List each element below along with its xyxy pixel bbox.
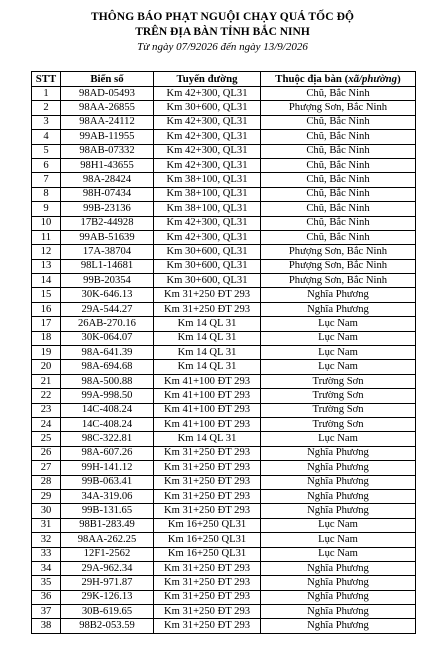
cell-plate: 98AA-262.25 — [61, 533, 154, 547]
cell-area: Lục Nam — [261, 360, 416, 374]
document-subtitle: TRÊN ĐỊA BÀN TỈNH BẮC NINH — [135, 26, 310, 38]
cell-area: Chũ, Bắc Ninh — [261, 115, 416, 129]
cell-area: Trường Sơn — [261, 403, 416, 417]
cell-area: Nghĩa Phương — [261, 561, 416, 575]
table-row — [32, 202, 416, 216]
table-row — [32, 259, 416, 273]
header-area-prefix: Thuộc địa bàn ( — [275, 73, 349, 85]
cell-area: Phượng Sơn, Bắc Ninh — [261, 259, 416, 273]
table-row — [32, 432, 416, 446]
table-row — [32, 115, 416, 129]
cell-route: Km 14 QL 31 — [154, 432, 261, 446]
cell-plate: 98B1-283.49 — [61, 518, 154, 532]
cell-route: Km 30+600, QL31 — [154, 101, 261, 115]
cell-plate: 30K-064.07 — [61, 331, 154, 345]
cell-stt: 13 — [32, 259, 61, 273]
table-row — [32, 360, 416, 374]
cell-route: Km 31+250 ĐT 293 — [154, 302, 261, 316]
cell-area: Lục Nam — [261, 547, 416, 561]
cell-stt: 24 — [32, 417, 61, 431]
table-row — [32, 173, 416, 187]
table-row — [32, 533, 416, 547]
cell-stt: 4 — [32, 130, 61, 144]
cell-stt: 29 — [32, 489, 61, 503]
cell-plate: 14C-408.24 — [61, 403, 154, 417]
cell-plate: 30B-619.65 — [61, 605, 154, 619]
cell-route: Km 16+250 QL31 — [154, 547, 261, 561]
cell-route: Km 31+250 ĐT 293 — [154, 590, 261, 604]
cell-plate: 98C-322.81 — [61, 432, 154, 446]
cell-area: Nghĩa Phương — [261, 576, 416, 590]
cell-stt: 18 — [32, 331, 61, 345]
cell-stt: 26 — [32, 446, 61, 460]
cell-area: Chũ, Bắc Ninh — [261, 87, 416, 101]
cell-plate: 98H1-43655 — [61, 158, 154, 172]
cell-plate: 98A-641.39 — [61, 346, 154, 360]
cell-stt: 12 — [32, 245, 61, 259]
table-header — [32, 72, 416, 87]
cell-stt: 8 — [32, 187, 61, 201]
table-row — [32, 101, 416, 115]
cell-route: Km 41+100 ĐT 293 — [154, 374, 261, 388]
cell-plate: 99A-998.50 — [61, 389, 154, 403]
table-row — [32, 475, 416, 489]
table-row — [32, 274, 416, 288]
table-row — [32, 446, 416, 460]
cell-route: Km 14 QL 31 — [154, 317, 261, 331]
cell-plate: 99B-20354 — [61, 274, 154, 288]
cell-plate: 99B-131.65 — [61, 504, 154, 518]
cell-route: Km 31+250 ĐT 293 — [154, 461, 261, 475]
table-row — [32, 87, 416, 101]
header-route: Tuyến đường — [154, 72, 261, 87]
cell-plate: 98A-500.88 — [61, 374, 154, 388]
cell-plate: 17B2-44928 — [61, 216, 154, 230]
cell-area: Chũ, Bắc Ninh — [261, 187, 416, 201]
cell-stt: 38 — [32, 619, 61, 633]
cell-route: Km 42+300, QL31 — [154, 130, 261, 144]
table-row — [32, 518, 416, 532]
table-row — [32, 230, 416, 244]
table-row — [32, 374, 416, 388]
table-row — [32, 144, 416, 158]
cell-route: Km 38+100, QL31 — [154, 173, 261, 187]
cell-route: Km 38+100, QL31 — [154, 202, 261, 216]
table-row — [32, 187, 416, 201]
cell-stt: 20 — [32, 360, 61, 374]
cell-stt: 16 — [32, 302, 61, 316]
cell-area: Lục Nam — [261, 432, 416, 446]
cell-plate: 17A-38704 — [61, 245, 154, 259]
cell-stt: 33 — [32, 547, 61, 561]
date-range: Từ ngày 07/92026 đến ngày 13/9/2026 — [137, 41, 308, 53]
cell-stt: 30 — [32, 504, 61, 518]
cell-plate: 98AB-07332 — [61, 144, 154, 158]
cell-route: Km 42+300, QL31 — [154, 230, 261, 244]
cell-route: Km 30+600, QL31 — [154, 274, 261, 288]
cell-route: Km 41+100 ĐT 293 — [154, 403, 261, 417]
table-row — [32, 417, 416, 431]
cell-area: Nghĩa Phương — [261, 605, 416, 619]
header-area — [261, 72, 416, 87]
header-plate: Biển số — [61, 72, 154, 87]
cell-stt: 31 — [32, 518, 61, 532]
cell-route: Km 42+300, QL31 — [154, 158, 261, 172]
table-row — [32, 403, 416, 417]
table-row — [32, 561, 416, 575]
cell-plate: 98A-607.26 — [61, 446, 154, 460]
table-body — [32, 87, 416, 634]
cell-plate: 99B-063.41 — [61, 475, 154, 489]
cell-area: Chũ, Bắc Ninh — [261, 202, 416, 216]
cell-route: Km 31+250 ĐT 293 — [154, 475, 261, 489]
cell-route: Km 14 QL 31 — [154, 360, 261, 374]
cell-area: Chũ, Bắc Ninh — [261, 216, 416, 230]
cell-plate: 98AA-24112 — [61, 115, 154, 129]
cell-plate: 29K-126.13 — [61, 590, 154, 604]
header-row — [32, 72, 416, 87]
cell-stt: 34 — [32, 561, 61, 575]
cell-stt: 23 — [32, 403, 61, 417]
cell-area: Chũ, Bắc Ninh — [261, 144, 416, 158]
cell-stt: 19 — [32, 346, 61, 360]
cell-plate: 98AD-05493 — [61, 87, 154, 101]
cell-area: Nghĩa Phương — [261, 504, 416, 518]
cell-plate: 29A-544.27 — [61, 302, 154, 316]
cell-area: Nghĩa Phương — [261, 590, 416, 604]
cell-area: Phượng Sơn, Bắc Ninh — [261, 101, 416, 115]
cell-stt: 9 — [32, 202, 61, 216]
table-row — [32, 547, 416, 561]
table-row — [32, 605, 416, 619]
cell-stt: 21 — [32, 374, 61, 388]
cell-route: Km 16+250 QL31 — [154, 518, 261, 532]
cell-area: Chũ, Bắc Ninh — [261, 173, 416, 187]
cell-plate: 30K-646.13 — [61, 288, 154, 302]
cell-plate: 34A-319.06 — [61, 489, 154, 503]
cell-area: Nghĩa Phương — [261, 619, 416, 633]
cell-area: Lục Nam — [261, 331, 416, 345]
cell-area: Phượng Sơn, Bắc Ninh — [261, 245, 416, 259]
cell-area: Trường Sơn — [261, 374, 416, 388]
header-area-suffix: ) — [397, 73, 401, 85]
table-row — [32, 619, 416, 633]
document-title: THÔNG BÁO PHẠT NGUỘI CHẠY QUÁ TỐC ĐỘ — [90, 11, 355, 23]
cell-route: Km 41+100 ĐT 293 — [154, 389, 261, 403]
cell-route: Km 41+100 ĐT 293 — [154, 417, 261, 431]
cell-area: Nghĩa Phương — [261, 288, 416, 302]
cell-area: Lục Nam — [261, 518, 416, 532]
cell-area: Nghĩa Phương — [261, 446, 416, 460]
cell-area: Nghĩa Phương — [261, 475, 416, 489]
table-row — [32, 130, 416, 144]
cell-stt: 2 — [32, 101, 61, 115]
table-row — [32, 504, 416, 518]
table-row — [32, 346, 416, 360]
table-row — [32, 302, 416, 316]
cell-area: Chũ, Bắc Ninh — [261, 158, 416, 172]
cell-area: Lục Nam — [261, 317, 416, 331]
cell-plate: 98A-694.68 — [61, 360, 154, 374]
cell-route: Km 14 QL 31 — [154, 331, 261, 345]
header-stt: STT — [32, 72, 61, 87]
cell-area: Lục Nam — [261, 346, 416, 360]
cell-route: Km 31+250 ĐT 293 — [154, 489, 261, 503]
cell-route: Km 31+250 ĐT 293 — [154, 504, 261, 518]
cell-route: Km 16+250 QL31 — [154, 533, 261, 547]
table-row — [32, 158, 416, 172]
cell-plate: 99AB-11955 — [61, 130, 154, 144]
cell-area: Trường Sơn — [261, 417, 416, 431]
cell-stt: 6 — [32, 158, 61, 172]
cell-stt: 10 — [32, 216, 61, 230]
cell-plate: 99AB-51639 — [61, 230, 154, 244]
cell-stt: 1 — [32, 87, 61, 101]
cell-stt: 28 — [32, 475, 61, 489]
cell-area: Trường Sơn — [261, 389, 416, 403]
cell-plate: 12F1-2562 — [61, 547, 154, 561]
cell-area: Nghĩa Phương — [261, 489, 416, 503]
cell-stt: 35 — [32, 576, 61, 590]
cell-route: Km 38+100, QL31 — [154, 187, 261, 201]
violations-table — [31, 71, 416, 634]
table-row — [32, 216, 416, 230]
cell-area: Lục Nam — [261, 533, 416, 547]
cell-plate: 99H-141.12 — [61, 461, 154, 475]
cell-route: Km 31+250 ĐT 293 — [154, 619, 261, 633]
table-row — [32, 331, 416, 345]
cell-route: Km 42+300, QL31 — [154, 87, 261, 101]
cell-stt: 37 — [32, 605, 61, 619]
cell-plate: 98L1-14681 — [61, 259, 154, 273]
cell-plate: 98AA-26855 — [61, 101, 154, 115]
cell-area: Phượng Sơn, Bắc Ninh — [261, 274, 416, 288]
table-row — [32, 576, 416, 590]
table-row — [32, 317, 416, 331]
cell-stt: 27 — [32, 461, 61, 475]
table-row — [32, 288, 416, 302]
cell-route: Km 31+250 ĐT 293 — [154, 446, 261, 460]
cell-plate: 98A-28424 — [61, 173, 154, 187]
cell-route: Km 42+300, QL31 — [154, 115, 261, 129]
cell-stt: 7 — [32, 173, 61, 187]
cell-stt: 15 — [32, 288, 61, 302]
cell-route: Km 14 QL 31 — [154, 346, 261, 360]
cell-route: Km 31+250 ĐT 293 — [154, 576, 261, 590]
cell-route: Km 30+600, QL31 — [154, 259, 261, 273]
cell-route: Km 42+300, QL31 — [154, 216, 261, 230]
cell-stt: 22 — [32, 389, 61, 403]
table-row — [32, 389, 416, 403]
cell-area: Chũ, Bắc Ninh — [261, 230, 416, 244]
table-row — [32, 489, 416, 503]
cell-stt: 11 — [32, 230, 61, 244]
cell-area: Nghĩa Phương — [261, 302, 416, 316]
cell-stt: 17 — [32, 317, 61, 331]
cell-route: Km 31+250 ĐT 293 — [154, 288, 261, 302]
cell-stt: 14 — [32, 274, 61, 288]
cell-area: Chũ, Bắc Ninh — [261, 130, 416, 144]
cell-plate: 29A-962.34 — [61, 561, 154, 575]
cell-plate: 14C-408.24 — [61, 417, 154, 431]
cell-stt: 25 — [32, 432, 61, 446]
cell-plate: 26AB-270.16 — [61, 317, 154, 331]
cell-plate: 98B2-053.59 — [61, 619, 154, 633]
header-area-italic: xã/phường — [348, 73, 398, 85]
cell-route: Km 42+300, QL31 — [154, 144, 261, 158]
cell-stt: 5 — [32, 144, 61, 158]
cell-stt: 36 — [32, 590, 61, 604]
cell-route: Km 31+250 ĐT 293 — [154, 605, 261, 619]
cell-route: Km 30+600, QL31 — [154, 245, 261, 259]
cell-route: Km 31+250 ĐT 293 — [154, 561, 261, 575]
cell-plate: 29H-971.87 — [61, 576, 154, 590]
cell-plate: 98H-07434 — [61, 187, 154, 201]
cell-plate: 99B-23136 — [61, 202, 154, 216]
table-row — [32, 245, 416, 259]
table-row — [32, 590, 416, 604]
table-row — [32, 461, 416, 475]
cell-stt: 32 — [32, 533, 61, 547]
cell-area: Nghĩa Phương — [261, 461, 416, 475]
cell-stt: 3 — [32, 115, 61, 129]
